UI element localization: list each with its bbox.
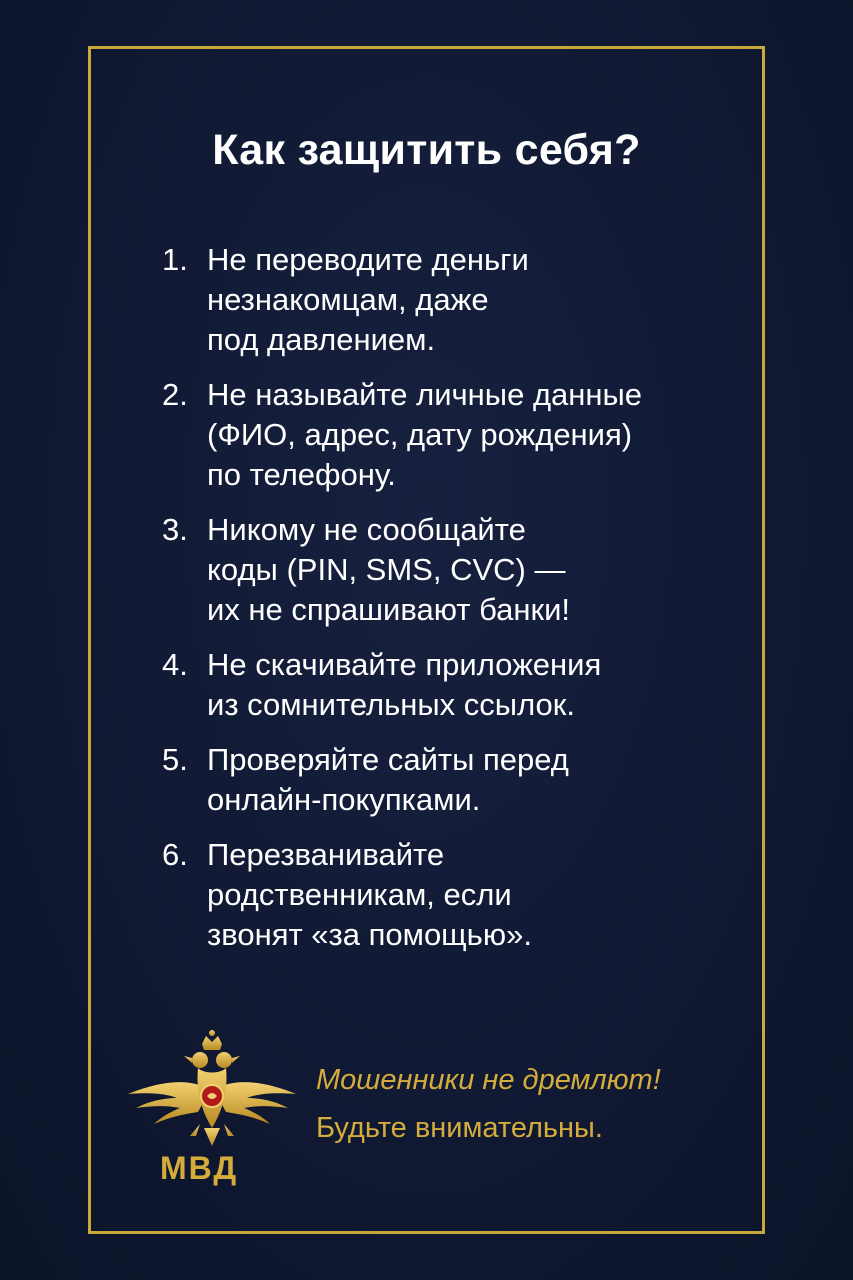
tip-text: Проверяйте сайты перед онлайн-покупками. [207, 742, 569, 817]
double-headed-eagle-emblem-icon [122, 1028, 302, 1153]
tip-text: Не переводите деньги незнакомцам, даже под давлением. [207, 242, 529, 357]
tip-number: 1. [162, 242, 188, 277]
slogan-line-2: Будьте внимательны. [316, 1112, 603, 1144]
list-item [162, 645, 752, 725]
page-title: Как защитить себя? [212, 126, 641, 174]
list-item [162, 510, 752, 630]
org-label: МВД [160, 1150, 239, 1186]
tip-text: Не называйте личные данные (ФИО, адрес, дату рождения) по телефону. [207, 377, 643, 492]
tip-number: 4. [162, 647, 188, 682]
tip-text: Перезванивайте родственникам, если звонят «за помощью». [207, 837, 532, 952]
tip-number: 2. [162, 377, 188, 412]
tip-text: Никому не сообщайте коды (PIN, SMS, CVC) — их не спрашивают банки! [207, 512, 570, 627]
list-item [162, 240, 752, 360]
tip-number: 6. [162, 837, 188, 872]
footer [118, 1024, 738, 1194]
tips-list [162, 240, 752, 970]
tip-number: 3. [162, 512, 188, 547]
list-item [162, 835, 752, 955]
tip-number: 5. [162, 742, 188, 777]
tip-text: Не скачивайте приложения из сомнительных ссылок. [207, 647, 602, 722]
list-item [162, 375, 752, 495]
slogan-line-1: Мошенники не дремлют! [316, 1064, 661, 1096]
list-item [162, 740, 752, 820]
